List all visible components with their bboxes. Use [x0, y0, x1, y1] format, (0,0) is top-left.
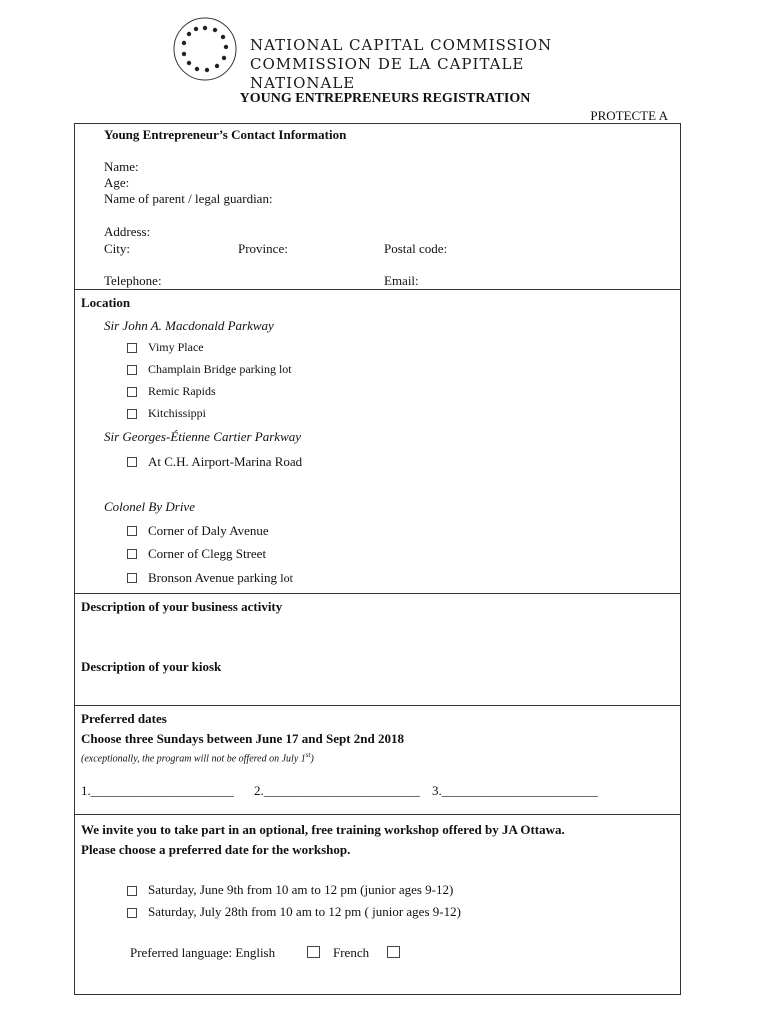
organization-name-en: NATIONAL CAPITAL COMMISSION [250, 36, 553, 54]
contact-heading: Young Entrepreneur’s Contact Information [104, 127, 347, 142]
location-option-text-small: lot [280, 571, 293, 585]
kiosk-description-label: Description of your kiosk [81, 659, 222, 674]
email-field[interactable]: Email: [384, 273, 419, 288]
dates-note-superscript: st [305, 751, 311, 759]
bronson-avenue-checkbox[interactable] [127, 573, 137, 583]
daly-avenue-checkbox[interactable] [127, 526, 137, 536]
june-9-checkbox[interactable] [127, 886, 137, 896]
location-option-label: At C.H. Airport-Marina Road [148, 454, 303, 469]
organization-name-fr: COMMISSION DE LA CAPITALE NATIONALE [250, 55, 525, 92]
business-activity-label: Description of your business activity [81, 599, 283, 614]
location-option-label: Vimy Place [148, 340, 204, 354]
july-28-checkbox[interactable] [127, 908, 137, 918]
location-group-name: Sir John A. Macdonald Parkway [104, 318, 274, 333]
dates-note-text: (exceptionally, the program will not be offered on July 1 [81, 753, 306, 765]
security-classification: PROTECTE A [590, 108, 668, 123]
english-checkbox[interactable] [307, 946, 320, 958]
dates-note [81, 751, 314, 764]
city-field[interactable]: City: [104, 241, 131, 256]
registration-form [74, 123, 681, 995]
date-choice-1[interactable]: 1.______________________ [81, 783, 234, 798]
location-group-name: Sir Georges-Étienne Cartier Parkway [104, 429, 302, 444]
dates-section [75, 705, 680, 815]
contact-section [75, 124, 680, 289]
location-section [75, 289, 680, 594]
province-field[interactable]: Province: [238, 241, 288, 256]
dates-heading: Preferred dates [81, 711, 167, 726]
location-option-label: Remic Rapids [148, 384, 216, 398]
address-field[interactable]: Address: [104, 224, 151, 239]
champlain-bridge-checkbox[interactable] [127, 365, 137, 375]
french-checkbox[interactable] [387, 946, 400, 958]
location-option-label: Corner of Clegg Street [148, 546, 267, 561]
telephone-field[interactable]: Telephone: [104, 273, 162, 288]
workshop-section [75, 814, 680, 994]
workshop-invitation: We invite you to take part in an optional, free training workshop offered by JA Ottawa. [81, 822, 565, 837]
age-field[interactable]: Age: [104, 175, 130, 190]
guardian-field[interactable]: Name of parent / legal guardian: [104, 191, 273, 206]
location-heading: Location [81, 295, 131, 310]
ncc-seal-logo [172, 16, 238, 82]
form-title: YOUNG ENTREPRENEURS REGISTRATION [239, 91, 531, 106]
workshop-instruction: Please choose a preferred date for the workshop. [81, 842, 351, 857]
vimy-place-checkbox[interactable] [127, 343, 137, 353]
organization-name [250, 36, 588, 93]
dates-note-end: ) [310, 753, 314, 765]
location-option-label [148, 570, 293, 586]
location-option-label: Kitchissippi [148, 406, 207, 420]
description-section [75, 593, 680, 706]
clegg-street-checkbox[interactable] [127, 549, 137, 559]
postal-code-field[interactable]: Postal code: [384, 241, 448, 256]
location-option-label: Corner of Daly Avenue [148, 523, 269, 538]
dates-instruction: Choose three Sundays between June 17 and Sept 2nd 2018 [81, 731, 405, 746]
french-label: French [333, 945, 370, 960]
letterhead [168, 16, 588, 92]
name-field[interactable]: Name: [104, 159, 139, 174]
date-choice-3[interactable]: 3.________________________ [432, 783, 598, 798]
preferred-language-label: Preferred language: English [130, 945, 276, 960]
workshop-option-label: Saturday, July 28th from 10 am to 12 pm ( junior ages 9-12) [148, 904, 461, 919]
date-choice-2[interactable]: 2.________________________ [254, 783, 420, 798]
remic-rapids-checkbox[interactable] [127, 387, 137, 397]
location-option-label: Champlain Bridge parking lot [148, 362, 292, 376]
airport-marina-checkbox[interactable] [127, 457, 137, 467]
workshop-option-label: Saturday, June 9th from 10 am to 12 pm (junior ages 9-12) [148, 882, 454, 897]
kitchissippi-checkbox[interactable] [127, 409, 137, 419]
location-group-name: Colonel By Drive [104, 499, 195, 514]
location-option-text: Bronson Avenue parking [148, 570, 278, 585]
